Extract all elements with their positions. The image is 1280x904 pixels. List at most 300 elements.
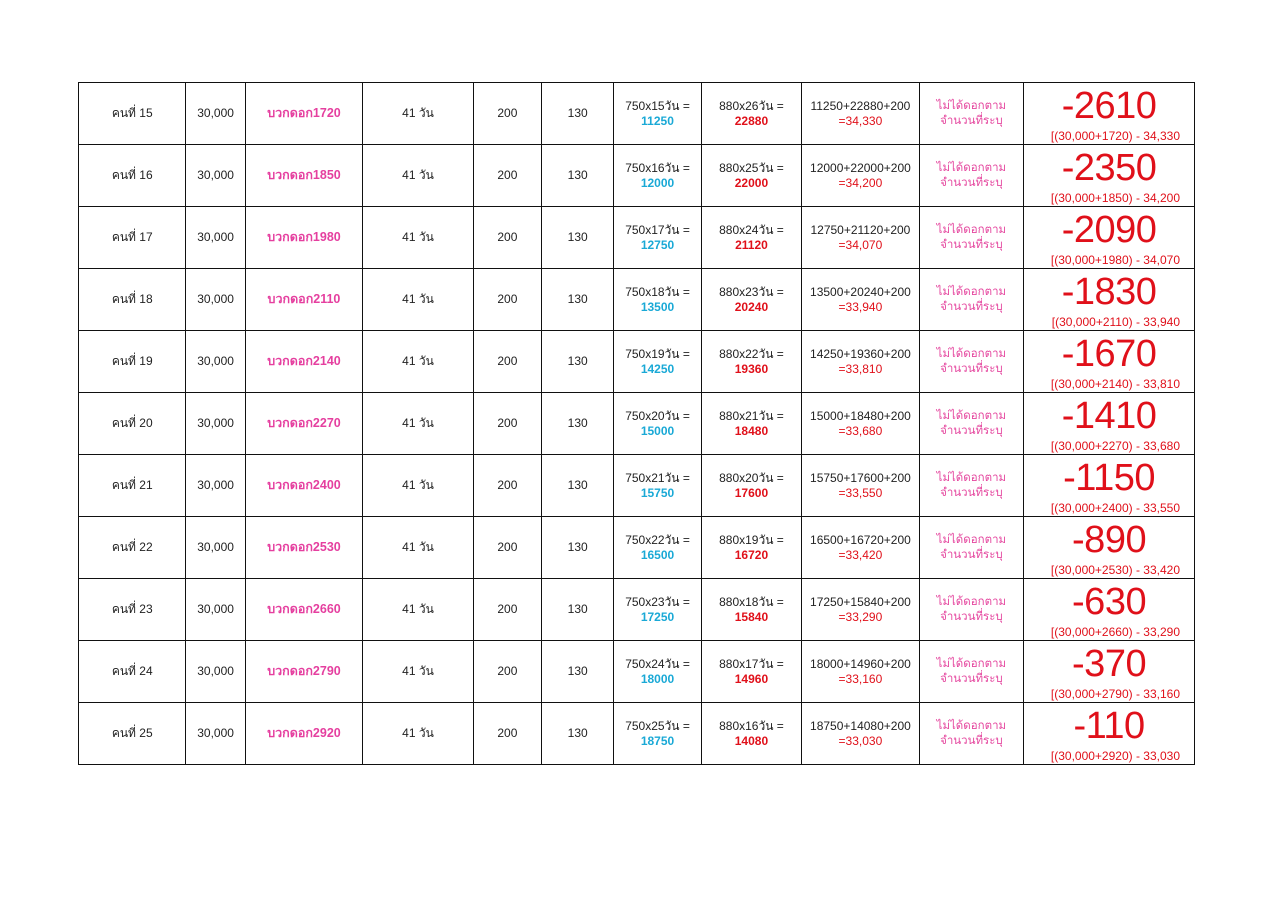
result-value: -2610 <box>1061 85 1157 127</box>
first-period-formula: 750x24วัน = <box>625 656 690 671</box>
note-line-2: จำนวนที่ระบุ <box>940 424 1003 437</box>
interest-cell <box>245 579 363 641</box>
fee-cell <box>473 703 541 765</box>
note-line-1: ไม่ได้ดอกตาม <box>936 285 1007 298</box>
total-sum: =33,550 <box>838 485 883 500</box>
second-period-amount: 22000 <box>734 175 769 190</box>
fee-value: 200 <box>497 292 518 306</box>
total-sum: =33,940 <box>838 299 883 314</box>
days-value: 41 วัน <box>402 106 434 120</box>
interest-value: บวกดอก2530 <box>267 540 341 554</box>
person-cell <box>79 517 186 579</box>
table-row <box>79 207 1195 269</box>
second-period-cell <box>701 579 801 641</box>
note-line-1: ไม่ได้ดอกตาม <box>936 99 1007 112</box>
principal-value: 30,000 <box>197 478 234 492</box>
second-period-cell <box>701 207 801 269</box>
fee-value: 200 <box>497 602 518 616</box>
principal-cell <box>186 331 245 393</box>
ledger-sheet <box>78 82 1195 765</box>
total-sum: =33,030 <box>838 733 883 748</box>
total-sum: =33,290 <box>838 609 883 624</box>
note-cell <box>919 455 1023 517</box>
ledger-body <box>79 83 1195 765</box>
second-period-cell <box>701 145 801 207</box>
first-period-amount: 14250 <box>640 361 675 376</box>
principal-value: 30,000 <box>197 230 234 244</box>
result-value: -370 <box>1072 643 1147 685</box>
fee-cell <box>473 145 541 207</box>
total-sum: =33,160 <box>838 671 883 686</box>
result-value: -1670 <box>1061 333 1157 375</box>
days-cell <box>363 579 473 641</box>
table-row <box>79 579 1195 641</box>
days-value: 41 วัน <box>402 602 434 616</box>
second-period-amount: 20240 <box>734 299 769 314</box>
first-period-cell <box>614 145 701 207</box>
table-row <box>79 641 1195 703</box>
second-period-formula: 880x24วัน = <box>719 222 784 237</box>
person-cell <box>79 703 186 765</box>
days-value: 41 วัน <box>402 416 434 430</box>
table-row <box>79 517 1195 579</box>
first-period-cell <box>614 393 701 455</box>
first-period-amount: 13500 <box>640 299 675 314</box>
fee-value: 200 <box>497 478 518 492</box>
daily-value: 130 <box>567 540 588 554</box>
note-cell <box>919 579 1023 641</box>
first-period-cell <box>614 703 701 765</box>
result-value: -110 <box>1073 705 1145 747</box>
interest-value: บวกดอก2920 <box>267 726 341 740</box>
second-period-formula: 880x18วัน = <box>719 594 784 609</box>
second-period-amount: 14080 <box>734 733 769 748</box>
days-cell <box>363 703 473 765</box>
daily-value: 130 <box>567 168 588 182</box>
result-cell <box>1024 579 1195 641</box>
result-formula: [(30,000+2790) - 33,160 <box>1050 687 1180 701</box>
note-cell <box>919 83 1023 145</box>
daily-cell <box>542 145 614 207</box>
second-period-amount: 22880 <box>734 113 769 128</box>
first-period-cell <box>614 83 701 145</box>
person-label: คนที่ 21 <box>111 478 153 492</box>
total-formula: 12750+21120+200 <box>810 222 911 237</box>
fee-value: 200 <box>497 354 518 368</box>
fee-cell <box>473 641 541 703</box>
person-cell <box>79 579 186 641</box>
result-value: -630 <box>1072 581 1147 623</box>
note-cell <box>919 393 1023 455</box>
total-sum: =33,420 <box>838 547 883 562</box>
fee-value: 200 <box>497 726 518 740</box>
total-formula: 13500+20240+200 <box>810 284 911 299</box>
first-period-formula: 750x15วัน = <box>625 98 690 113</box>
interest-value: บวกดอก2660 <box>267 602 341 616</box>
days-cell <box>363 331 473 393</box>
interest-cell <box>245 455 363 517</box>
principal-cell <box>186 145 245 207</box>
result-value: -1830 <box>1061 271 1157 313</box>
days-cell <box>363 641 473 703</box>
person-label: คนที่ 18 <box>111 292 153 306</box>
fee-value: 200 <box>497 664 518 678</box>
daily-value: 130 <box>567 478 588 492</box>
ledger-table <box>78 82 1195 765</box>
total-formula: 11250+22880+200 <box>810 98 911 113</box>
note-line-1: ไม่ได้ดอกตาม <box>936 595 1007 608</box>
principal-value: 30,000 <box>197 664 234 678</box>
interest-value: บวกดอก2110 <box>267 292 341 306</box>
daily-cell <box>542 269 614 331</box>
first-period-amount: 16500 <box>640 547 675 562</box>
days-value: 41 วัน <box>402 726 434 740</box>
result-cell <box>1024 145 1195 207</box>
fee-cell <box>473 455 541 517</box>
second-period-cell <box>701 517 801 579</box>
total-formula: 18750+14080+200 <box>810 718 911 733</box>
second-period-formula: 880x23วัน = <box>719 284 784 299</box>
result-formula: [(30,000+2920) - 33,030 <box>1050 749 1180 763</box>
principal-cell <box>186 579 245 641</box>
table-row <box>79 703 1195 765</box>
interest-cell <box>245 641 363 703</box>
fee-cell <box>473 269 541 331</box>
first-period-formula: 750x16วัน = <box>625 160 690 175</box>
daily-cell <box>542 703 614 765</box>
second-period-cell <box>701 455 801 517</box>
total-sum: =33,680 <box>838 423 883 438</box>
note-line-1: ไม่ได้ดอกตาม <box>936 657 1007 670</box>
result-value: -1410 <box>1061 395 1157 437</box>
total-sum: =33,810 <box>838 361 883 376</box>
days-cell <box>363 269 473 331</box>
first-period-formula: 750x22วัน = <box>625 532 690 547</box>
person-cell <box>79 393 186 455</box>
first-period-formula: 750x19วัน = <box>625 346 690 361</box>
second-period-cell <box>701 83 801 145</box>
fee-cell <box>473 393 541 455</box>
fee-value: 200 <box>497 168 518 182</box>
interest-cell <box>245 83 363 145</box>
note-cell <box>919 269 1023 331</box>
note-line-2: จำนวนที่ระบุ <box>940 238 1003 251</box>
principal-cell <box>186 393 245 455</box>
person-label: คนที่ 16 <box>111 168 153 182</box>
second-period-formula: 880x19วัน = <box>719 532 784 547</box>
total-cell <box>802 517 920 579</box>
note-line-2: จำนวนที่ระบุ <box>940 114 1003 127</box>
table-row <box>79 455 1195 517</box>
second-period-formula: 880x20วัน = <box>719 470 784 485</box>
first-period-amount: 17250 <box>640 609 675 624</box>
total-cell <box>802 641 920 703</box>
table-row <box>79 83 1195 145</box>
interest-value: บวกดอก1980 <box>267 230 341 244</box>
total-sum: =34,070 <box>838 237 883 252</box>
person-cell <box>79 455 186 517</box>
interest-value: บวกดอก1720 <box>267 106 341 120</box>
days-cell <box>363 83 473 145</box>
table-row <box>79 393 1195 455</box>
note-cell <box>919 641 1023 703</box>
principal-cell <box>186 207 245 269</box>
person-cell <box>79 83 186 145</box>
daily-cell <box>542 455 614 517</box>
total-cell <box>802 207 920 269</box>
first-period-amount: 18750 <box>640 733 675 748</box>
result-formula: [(30,000+1720) - 34,330 <box>1050 129 1180 143</box>
second-period-formula: 880x21วัน = <box>719 408 784 423</box>
person-label: คนที่ 22 <box>111 540 153 554</box>
result-cell <box>1024 331 1195 393</box>
fee-cell <box>473 517 541 579</box>
second-period-formula: 880x16วัน = <box>719 718 784 733</box>
interest-cell <box>245 393 363 455</box>
daily-value: 130 <box>567 602 588 616</box>
principal-value: 30,000 <box>197 292 234 306</box>
result-cell <box>1024 703 1195 765</box>
daily-cell <box>542 641 614 703</box>
daily-value: 130 <box>567 230 588 244</box>
result-cell <box>1024 641 1195 703</box>
second-period-amount: 15840 <box>734 609 769 624</box>
daily-cell <box>542 393 614 455</box>
interest-cell <box>245 331 363 393</box>
daily-value: 130 <box>567 106 588 120</box>
first-period-amount: 15750 <box>640 485 675 500</box>
total-formula: 15000+18480+200 <box>810 408 911 423</box>
table-row <box>79 331 1195 393</box>
first-period-cell <box>614 641 701 703</box>
days-cell <box>363 207 473 269</box>
days-value: 41 วัน <box>402 168 434 182</box>
second-period-amount: 18480 <box>734 423 769 438</box>
result-formula: [(30,000+2140) - 33,810 <box>1050 377 1180 391</box>
total-formula: 14250+19360+200 <box>810 346 911 361</box>
second-period-cell <box>701 331 801 393</box>
interest-cell <box>245 269 363 331</box>
total-formula: 18000+14960+200 <box>810 656 911 671</box>
days-cell <box>363 145 473 207</box>
second-period-cell <box>701 703 801 765</box>
second-period-amount: 21120 <box>735 237 768 252</box>
note-line-2: จำนวนที่ระบุ <box>940 176 1003 189</box>
principal-cell <box>186 703 245 765</box>
note-line-2: จำนวนที่ระบุ <box>940 672 1003 685</box>
first-period-formula: 750x18วัน = <box>625 284 690 299</box>
principal-value: 30,000 <box>197 416 234 430</box>
note-cell <box>919 517 1023 579</box>
person-label: คนที่ 19 <box>111 354 153 368</box>
note-line-2: จำนวนที่ระบุ <box>940 486 1003 499</box>
principal-cell <box>186 455 245 517</box>
first-period-formula: 750x25วัน = <box>625 718 690 733</box>
person-label: คนที่ 15 <box>111 106 153 120</box>
first-period-amount: 18000 <box>640 671 675 686</box>
principal-value: 30,000 <box>197 602 234 616</box>
first-period-cell <box>614 455 701 517</box>
daily-value: 130 <box>567 664 588 678</box>
note-line-1: ไม่ได้ดอกตาม <box>936 719 1007 732</box>
principal-value: 30,000 <box>197 106 234 120</box>
daily-value: 130 <box>567 726 588 740</box>
note-cell <box>919 207 1023 269</box>
interest-cell <box>245 517 363 579</box>
principal-cell <box>186 269 245 331</box>
second-period-formula: 880x22วัน = <box>719 346 784 361</box>
person-cell <box>79 331 186 393</box>
interest-value: บวกดอก2400 <box>267 478 341 492</box>
second-period-amount: 14960 <box>734 671 769 686</box>
interest-cell <box>245 207 363 269</box>
second-period-amount: 19360 <box>734 361 769 376</box>
result-cell <box>1024 455 1195 517</box>
days-value: 41 วัน <box>402 292 434 306</box>
daily-value: 130 <box>567 292 588 306</box>
daily-cell <box>542 579 614 641</box>
second-period-cell <box>701 393 801 455</box>
fee-cell <box>473 83 541 145</box>
result-cell <box>1024 207 1195 269</box>
table-row <box>79 269 1195 331</box>
interest-cell <box>245 145 363 207</box>
first-period-amount: 12750 <box>640 237 675 252</box>
result-cell <box>1024 83 1195 145</box>
result-value: -890 <box>1072 519 1147 561</box>
note-line-1: ไม่ได้ดอกตาม <box>936 471 1007 484</box>
total-formula: 17250+15840+200 <box>810 594 911 609</box>
days-value: 41 วัน <box>402 478 434 492</box>
interest-value: บวกดอก2140 <box>267 354 341 368</box>
total-cell <box>802 83 920 145</box>
second-period-formula: 880x26วัน = <box>719 98 784 113</box>
fee-cell <box>473 207 541 269</box>
total-cell <box>802 455 920 517</box>
result-value: -1150 <box>1063 457 1155 499</box>
total-cell <box>802 579 920 641</box>
person-label: คนที่ 24 <box>111 664 153 678</box>
first-period-formula: 750x20วัน = <box>625 408 690 423</box>
days-value: 41 วัน <box>402 230 434 244</box>
fee-value: 200 <box>497 106 518 120</box>
note-line-2: จำนวนที่ระบุ <box>940 300 1003 313</box>
first-period-amount: 11250 <box>641 113 674 128</box>
person-label: คนที่ 20 <box>111 416 153 430</box>
fee-cell <box>473 579 541 641</box>
first-period-cell <box>614 579 701 641</box>
note-line-1: ไม่ได้ดอกตาม <box>936 409 1007 422</box>
daily-value: 130 <box>567 354 588 368</box>
note-line-2: จำนวนที่ระบุ <box>940 734 1003 747</box>
note-cell <box>919 145 1023 207</box>
note-cell <box>919 331 1023 393</box>
person-cell <box>79 145 186 207</box>
daily-cell <box>542 207 614 269</box>
principal-value: 30,000 <box>197 354 234 368</box>
note-line-2: จำนวนที่ระบุ <box>940 548 1003 561</box>
note-cell <box>919 703 1023 765</box>
total-cell <box>802 331 920 393</box>
daily-cell <box>542 83 614 145</box>
first-period-amount: 12000 <box>640 175 675 190</box>
second-period-cell <box>701 269 801 331</box>
first-period-cell <box>614 517 701 579</box>
total-cell <box>802 145 920 207</box>
total-formula: 15750+17600+200 <box>810 470 911 485</box>
person-label: คนที่ 25 <box>111 726 153 740</box>
total-formula: 16500+16720+200 <box>810 532 911 547</box>
principal-value: 30,000 <box>197 726 234 740</box>
note-line-1: ไม่ได้ดอกตาม <box>936 533 1007 546</box>
first-period-formula: 750x17วัน = <box>625 222 690 237</box>
total-cell <box>802 393 920 455</box>
daily-cell <box>542 517 614 579</box>
principal-cell <box>186 641 245 703</box>
total-sum: =34,200 <box>838 175 883 190</box>
result-formula: [(30,000+2530) - 33,420 <box>1050 563 1180 577</box>
principal-value: 30,000 <box>197 168 234 182</box>
daily-value: 130 <box>567 416 588 430</box>
first-period-formula: 750x21วัน = <box>625 470 690 485</box>
principal-cell <box>186 517 245 579</box>
fee-value: 200 <box>497 540 518 554</box>
person-cell <box>79 269 186 331</box>
first-period-cell <box>614 331 701 393</box>
interest-value: บวกดอก2790 <box>267 664 341 678</box>
result-formula: [(30,000+2660) - 33,290 <box>1050 625 1180 639</box>
result-value: -2090 <box>1061 209 1157 251</box>
total-cell <box>802 269 920 331</box>
days-value: 41 วัน <box>402 664 434 678</box>
fee-value: 200 <box>497 416 518 430</box>
days-cell <box>363 393 473 455</box>
second-period-formula: 880x25วัน = <box>719 160 784 175</box>
note-line-1: ไม่ได้ดอกตาม <box>936 347 1007 360</box>
principal-cell <box>186 83 245 145</box>
result-value: -2350 <box>1061 147 1157 189</box>
result-cell <box>1024 517 1195 579</box>
days-value: 41 วัน <box>402 354 434 368</box>
person-label: คนที่ 17 <box>111 230 153 244</box>
result-formula: [(30,000+2270) - 33,680 <box>1050 439 1180 453</box>
days-value: 41 วัน <box>402 540 434 554</box>
first-period-amount: 15000 <box>640 423 675 438</box>
second-period-amount: 17600 <box>734 485 769 500</box>
second-period-amount: 16720 <box>734 547 769 562</box>
person-cell <box>79 641 186 703</box>
days-cell <box>363 517 473 579</box>
result-cell <box>1024 393 1195 455</box>
total-sum: =34,330 <box>838 113 883 128</box>
interest-value: บวกดอก2270 <box>267 416 341 430</box>
second-period-formula: 880x17วัน = <box>719 656 784 671</box>
second-period-cell <box>701 641 801 703</box>
principal-value: 30,000 <box>197 540 234 554</box>
result-cell <box>1024 269 1195 331</box>
interest-cell <box>245 703 363 765</box>
table-row <box>79 145 1195 207</box>
person-cell <box>79 207 186 269</box>
note-line-1: ไม่ได้ดอกตาม <box>936 223 1007 236</box>
interest-value: บวกดอก1850 <box>267 168 341 182</box>
result-formula: [(30,000+1980) - 34,070 <box>1050 253 1180 267</box>
first-period-cell <box>614 269 701 331</box>
result-formula: [(30,000+2400) - 33,550 <box>1050 501 1180 515</box>
result-formula: [(30,000+1850) - 34,200 <box>1050 191 1180 205</box>
first-period-formula: 750x23วัน = <box>625 594 690 609</box>
days-cell <box>363 455 473 517</box>
